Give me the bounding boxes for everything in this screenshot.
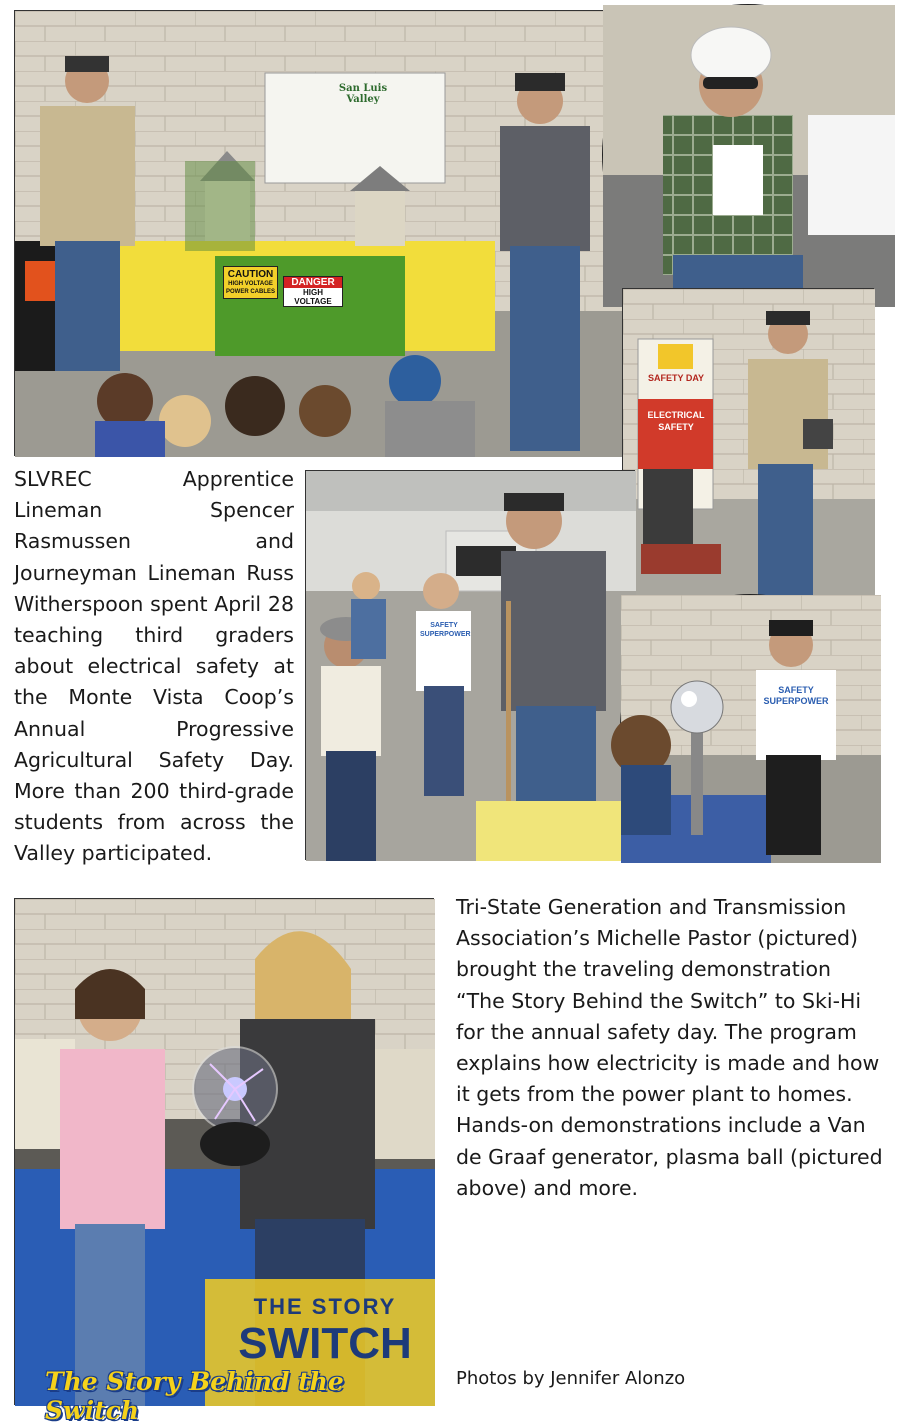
kid-shirt-text: SAFETY SUPERPOWER <box>420 622 471 638</box>
caution-sign: CAUTION HIGH VOLTAGE POWER CABLES <box>223 266 278 299</box>
van-de-graaf-illustration <box>621 595 881 863</box>
photo-plasma-ball <box>14 898 434 1425</box>
danger-sign: DANGER HIGH VOLTAGE <box>283 276 343 307</box>
board-title: San Luis Valley <box>338 83 388 105</box>
banner-switch: SWITCH <box>238 1319 412 1368</box>
linemen-demo-illustration <box>15 11 655 457</box>
banner-the-story: THE STORY <box>253 1294 397 1319</box>
story-behind-switch-title: The Story Behind the Switch <box>45 1367 344 1425</box>
caption-linemen: SLVREC Apprentice Lineman Spencer Rasmussen and Journeyman Lineman Russ Witherspoon spent April 28 teaching third graders about electrical safety at the Monte Vista Coop’s Annual Progressive Agricultural Safety Day. More than 200 third-grade students from across the Valley participated. <box>14 467 294 866</box>
photo-linemen-demo <box>14 10 654 456</box>
caption-story-behind-switch: Tri-State Generation and Transmission Association’s Michelle Pastor (pictured) brought the traveling demonstration “The Story Behind the Switch” to Ski-Hi for the annual safety day. The program explains how electricity is made and how it gets from the power plant to homes. Hands-on demonstrations include a Van de Graaf generator, plasma ball (pictured above) and more. <box>456 895 883 1200</box>
boy-shirt-text: SAFETY SUPERPOWER <box>763 685 829 706</box>
photo-credit: Photos by Jennifer Alonzo <box>456 1368 686 1389</box>
photo-boy-van-de-graaf <box>620 594 880 862</box>
electrical-safety-sign: ELECTRICAL SAFETY <box>647 410 705 432</box>
lineman-kids-illustration <box>306 471 636 861</box>
safety-day-sign: SAFETY DAY <box>647 373 705 383</box>
boy-hard-hat-illustration <box>603 5 895 307</box>
photo-boy-hard-hat <box>602 4 894 306</box>
photo-lineman-with-kids <box>305 470 635 860</box>
